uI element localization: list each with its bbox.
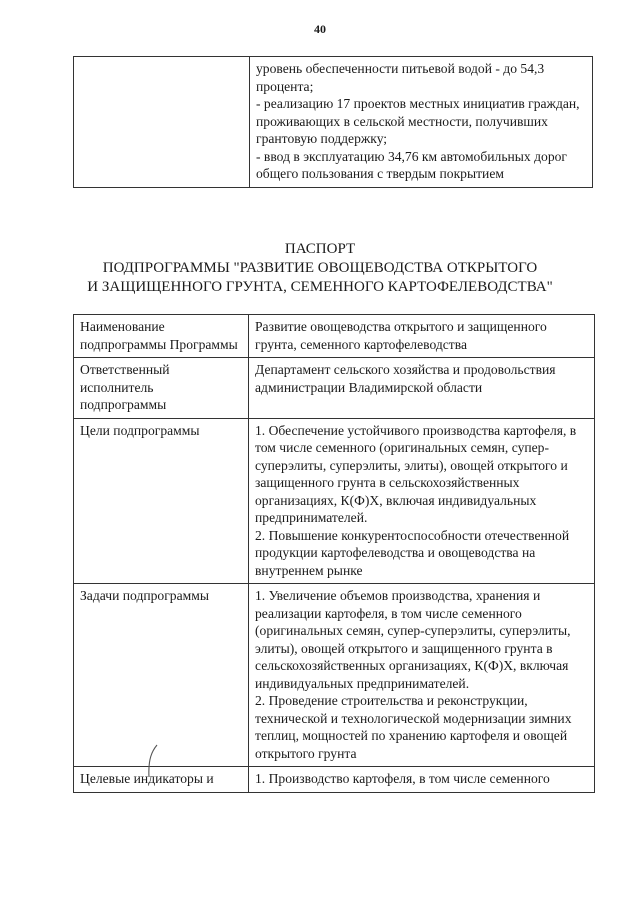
paragraph: 2. Проведение строительства и реконструкции, технической и технологической модернизации зимних теплиц, мощностей по хранению картофеля и овощей открытого грунта bbox=[255, 693, 572, 761]
row-value bbox=[249, 358, 595, 419]
table-row bbox=[74, 57, 593, 188]
row-label: Задачи подпрограммы bbox=[74, 584, 249, 767]
row-value bbox=[249, 418, 595, 584]
table-row bbox=[74, 315, 595, 358]
value-cell bbox=[250, 57, 593, 188]
paragraph: 1. Обеспечение устойчивого производства картофеля, в том числе семенного (оригинальных семян, супер-суперэлиты, суперэлиты, элиты), овощей открытого и защищенного грунта в сельскохозяйственных организациях, К(Ф)Х, включая индивидуальных предпринимателей. bbox=[255, 422, 577, 525]
row-value bbox=[249, 584, 595, 767]
row-value bbox=[249, 767, 595, 793]
row-label: Целевые индикаторы и bbox=[74, 767, 249, 793]
table-row bbox=[74, 358, 595, 419]
row-label: Цели подпрограммы bbox=[74, 418, 249, 584]
row-label: Ответственный исполнитель подпрограммы bbox=[74, 358, 249, 419]
passport-title bbox=[0, 240, 640, 297]
pen-stroke-mark bbox=[143, 743, 161, 779]
empty-label-cell bbox=[74, 57, 250, 188]
paragraph: 2. Повышение конкурентоспособности отечественной продукции картофелеводства и овощеводства на внутреннем рынке bbox=[255, 527, 570, 578]
passport-subtitle-line: И ЗАЩИЩЕННОГО ГРУНТА, СЕМЕННОГО КАРТОФЕЛЕВОДСТВА" bbox=[87, 279, 553, 295]
paragraph: 1. Производство картофеля, в том числе семенного bbox=[255, 771, 550, 786]
text-line: уровень обеспеченности питьевой водой - до 54,3 процента; bbox=[256, 61, 545, 94]
table-row bbox=[74, 418, 595, 584]
passport-subtitle-line: ПОДПРОГРАММЫ "РАЗВИТИЕ ОВОЩЕВОДСТВА ОТКРЫТОГО bbox=[102, 260, 538, 276]
paragraph: 1. Увеличение объемов производства, хранения и реализации картофеля, в том числе семенного (оригинальных семян, супер-суперэлиты, суперэлиты, элиты), овощей открытого и защищенного грунта в сельскохозяйственных организациях, К(Ф)Х, включая индивидуальных предпринимателей. bbox=[255, 588, 571, 691]
text-line: - ввод в эксплуатацию 34,76 км автомобильных дорог общего пользования с твердым покрытием bbox=[256, 148, 568, 181]
row-label: Наименование подпрограммы Программы bbox=[74, 315, 249, 358]
passport-heading: ПАСПОРТ bbox=[284, 241, 356, 257]
paragraph: Департамент сельского хозяйства и продовольствия администрации Владимирской области bbox=[255, 362, 556, 395]
continued-table bbox=[73, 56, 593, 188]
text-line: - реализацию 17 проектов местных инициатив граждан, проживающих в сельской местности, получивших грантовую поддержку; bbox=[256, 96, 580, 146]
page-number: 40 bbox=[314, 22, 326, 36]
paragraph: Развитие овощеводства открытого и защищенного грунта, семенного картофелеводства bbox=[255, 319, 547, 352]
passport-table bbox=[73, 314, 595, 793]
row-value bbox=[249, 315, 595, 358]
table-row bbox=[74, 584, 595, 767]
